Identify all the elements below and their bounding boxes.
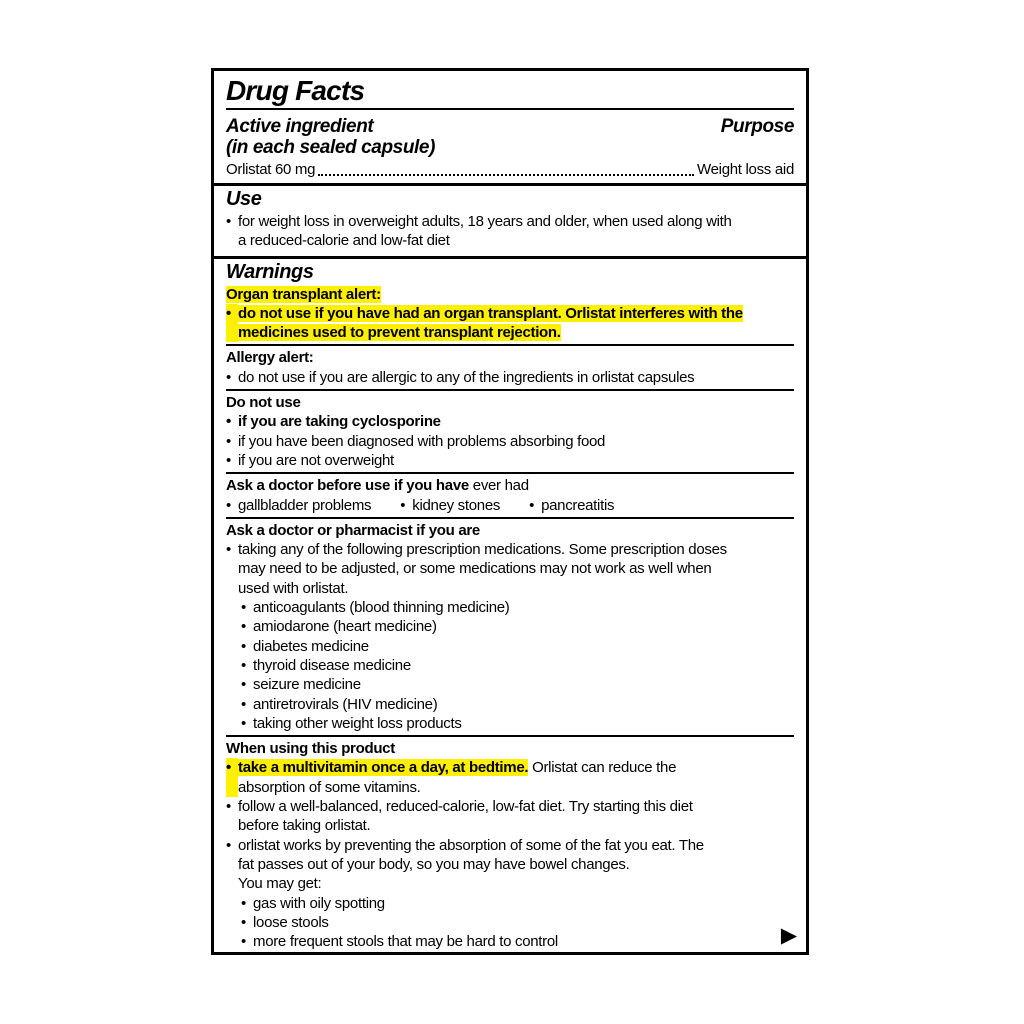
drug-facts-panel <box>211 68 809 955</box>
medication-item: • antiretrovirals (HIV medicine) <box>241 695 438 713</box>
allergy-alert <box>226 348 794 387</box>
do-not-use-bullet: • if you are taking cyclosporine <box>226 413 441 431</box>
ask-a-doctor-conditions <box>226 496 794 515</box>
subsection-rule <box>226 517 794 519</box>
bullet-icon: • <box>241 656 246 674</box>
dotted-leader <box>318 174 694 176</box>
medication-item: • diabetes medicine <box>241 637 369 655</box>
ask-a-doctor-heading: Ask a doctor before use if you have ever had <box>226 477 529 495</box>
medication-item: • anticoagulants (blood thinning medicine) <box>241 599 510 617</box>
you-may-get-label: You may get: <box>238 875 322 893</box>
do-not-use-bullet: • if you have been diagnosed with problems absorbing food <box>226 432 606 450</box>
side-effect-item: • more frequent stools that may be hard to control <box>241 933 558 951</box>
subsection-rule <box>226 472 794 474</box>
warnings-heading: Warnings <box>226 260 314 283</box>
bullet-icon: • <box>241 676 246 694</box>
active-ingredient-subheading: (in each sealed capsule) <box>226 137 435 158</box>
condition-item: • gallbladder problems <box>226 496 372 514</box>
bullet-icon: • <box>529 496 535 514</box>
use-section <box>214 186 806 256</box>
bullet-icon: • <box>241 695 246 713</box>
organ-transplant-alert-heading: Organ transplant alert: <box>226 285 381 303</box>
organ-transplant-alert <box>226 285 794 343</box>
ask-a-doctor <box>226 476 794 515</box>
bullet-icon: • <box>226 836 231 854</box>
medication-item: • seizure medicine <box>241 676 361 694</box>
allergy-alert-bullet: • do not use if you are allergic to any of the ingredients in orlistat capsules <box>226 368 695 386</box>
when-using-heading: When using this product <box>226 740 395 758</box>
drug-facts-title: Drug Facts <box>226 75 365 106</box>
do-not-use-bullet: • if you are not overweight <box>226 451 394 469</box>
ask-doctor-or-pharmacist <box>226 521 794 733</box>
subsection-rule <box>226 389 794 391</box>
diet-bullet: • follow a well-balanced, reduced-calorie, low-fat diet. Try starting this diet before taking orlistat. <box>226 798 693 835</box>
bullet-icon: • <box>226 432 231 450</box>
subsection-rule <box>226 735 794 737</box>
bullet-icon: • <box>226 304 238 343</box>
bullet-icon: • <box>226 541 231 559</box>
when-using-this-product <box>226 739 794 951</box>
condition-item: • pancreatitis <box>529 496 615 514</box>
bullet-icon: • <box>241 637 246 655</box>
do-not-use <box>226 393 794 470</box>
purpose-heading: Purpose <box>720 116 794 137</box>
medication-item: • taking other weight loss products <box>241 714 462 732</box>
warnings-section <box>214 259 806 952</box>
active-ingredient-section <box>214 110 806 183</box>
bullet-icon: • <box>241 618 246 636</box>
ingredient-name: Orlistat 60 mg <box>226 161 316 178</box>
bullet-icon: • <box>226 368 231 386</box>
continue-arrow-icon: ▶ <box>780 924 797 947</box>
allergy-alert-heading: Allergy alert: <box>226 349 314 367</box>
bullet-icon: • <box>241 913 246 931</box>
bullet-icon: • <box>226 213 231 230</box>
organ-transplant-alert-bullet: • do not use if you have had an organ transplant. Orlistat interferes with the medicines used to prevent transplant rejection. <box>226 304 743 342</box>
bullet-icon: • <box>226 451 231 469</box>
use-bullet: • for weight loss in overweight adults, 18 years and older, when used along with a reduced-calorie and low-fat diet <box>226 213 732 250</box>
bullet-icon: • <box>400 496 406 514</box>
bullet-icon: • <box>226 798 231 816</box>
active-ingredient-heading: Active ingredient <box>226 116 374 137</box>
condition-item: • kidney stones <box>400 496 501 514</box>
side-effect-item: • loose stools <box>241 913 329 931</box>
subsection-rule <box>226 344 794 346</box>
bullet-icon: • <box>241 599 246 617</box>
medication-item: • amiodarone (heart medicine) <box>241 618 437 636</box>
side-effect-item: • gas with oily spotting <box>241 894 385 912</box>
bullet-icon: • <box>226 413 231 431</box>
bullet-icon: • <box>241 714 246 732</box>
medication-sub-list <box>241 598 794 733</box>
bullet-icon: • <box>241 894 246 912</box>
bullet-icon: • <box>241 933 246 951</box>
purpose-value: Weight loss aid <box>697 161 794 178</box>
do-not-use-heading: Do not use <box>226 394 301 412</box>
ask-doctor-or-pharmacist-heading: Ask a doctor or pharmacist if you are <box>226 521 480 539</box>
how-orlistat-works-bullet: • orlistat works by preventing the absorption of some of the fat you eat. The fat passes out of your body, so you may have bowel changes. <box>226 836 704 873</box>
bullet-icon: • <box>226 758 238 797</box>
medication-item: • thyroid disease medicine <box>241 656 411 674</box>
medications-bullet: • taking any of the following prescription medications. Some prescription doses may need to be adjusted, or some medications may not work as well when used with orlistat. <box>226 541 727 597</box>
bullet-icon: • <box>226 496 231 514</box>
side-effect-sub-list <box>241 894 794 952</box>
multivitamin-bullet: • take a multivitamin once a day, at bedtime. Orlistat can reduce the absorption of some vitamins. <box>226 759 677 796</box>
use-heading: Use <box>226 188 262 210</box>
ingredient-row <box>226 160 794 179</box>
